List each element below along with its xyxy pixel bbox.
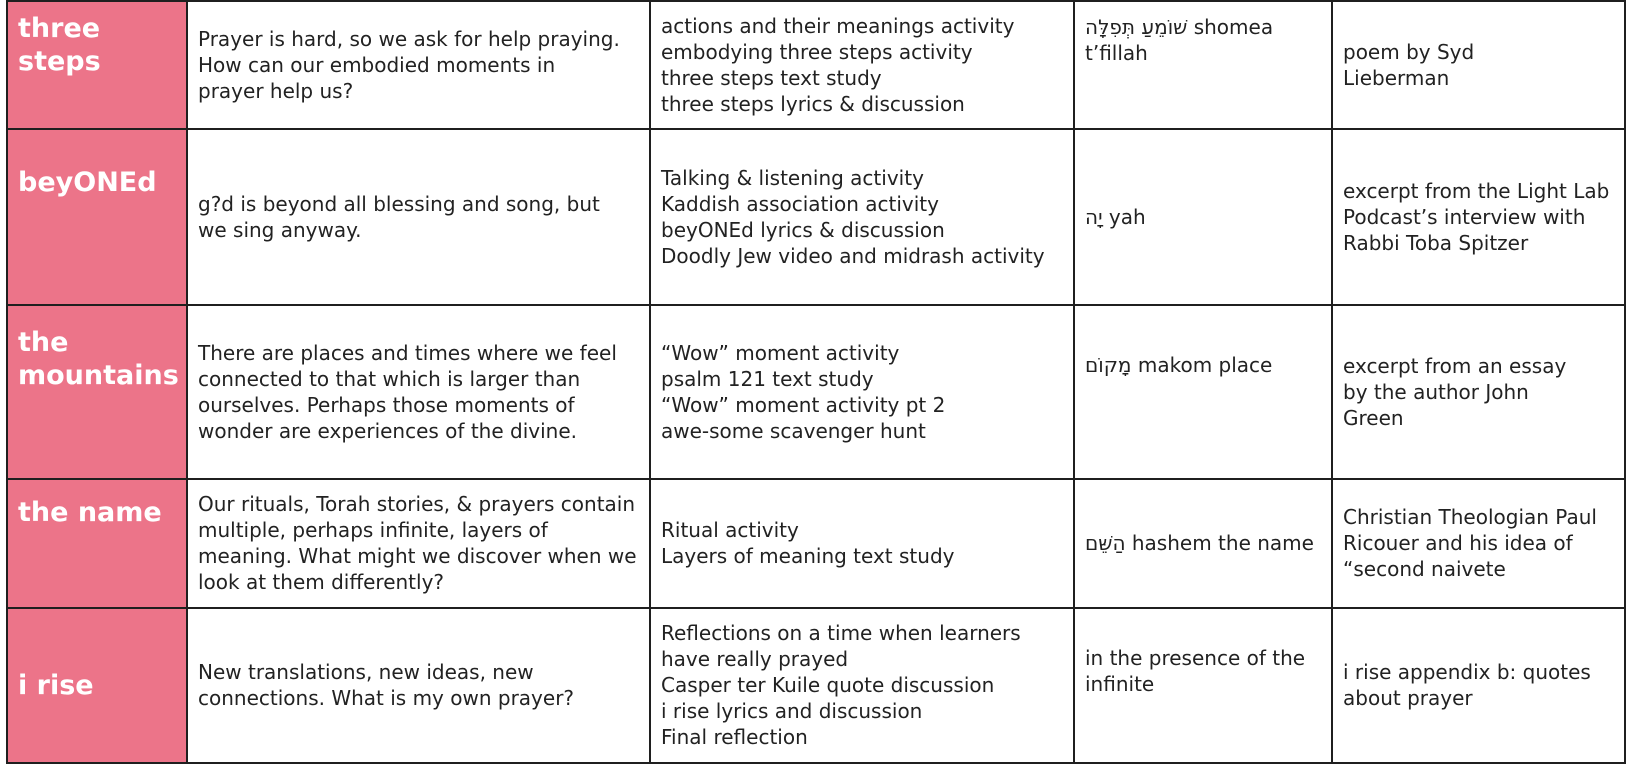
unit-description: Our rituals, Torah stories, & prayers contain multiple, perhaps infinite, layers of meaning. What might we discover when we look at them differently?: [187, 479, 650, 607]
table-row: [7, 1, 1625, 129]
activity-item: Kaddish association activity: [661, 192, 939, 217]
unit-activities: [650, 305, 1074, 479]
unit-key-term: [1074, 129, 1332, 305]
table-row: [7, 479, 1625, 607]
unit-title: the name: [7, 479, 187, 607]
activity-item: embodying three steps activity: [661, 40, 973, 65]
activity-item: Ritual activity: [661, 518, 799, 543]
hebrew-term: יָה: [1085, 205, 1103, 230]
hebrew-term: הַשֵּׁם: [1085, 531, 1126, 556]
unit-description: There are places and times where we feel connected to that which is larger than ourselves. Perhaps those moments of wonder are experiences of the divine.: [187, 305, 650, 479]
unit-key-term: [1074, 1, 1332, 129]
unit-description: Prayer is hard, so we ask for help praying. How can our embodied moments in prayer help us?: [187, 1, 650, 129]
unit-source: excerpt from an essay by the author John Green: [1332, 305, 1625, 479]
unit-title: three steps: [7, 1, 187, 129]
activity-item: psalm 121 text study: [661, 367, 874, 392]
unit-activities: [650, 1, 1074, 129]
activity-item: beyONEd lyrics & discussion: [661, 218, 945, 243]
unit-activities: [650, 479, 1074, 607]
term-transliteration: yah: [1108, 205, 1146, 230]
unit-key-term: [1074, 479, 1332, 607]
hebrew-term: מָקוֹם: [1085, 353, 1132, 378]
activity-item: Final reflection: [661, 725, 808, 750]
unit-key-term: [1074, 608, 1332, 763]
hebrew-term: שׁוֹמֵעַ תְּפִלָּה: [1085, 15, 1188, 39]
unit-source: Christian Theologian Paul Ricouer and his idea of “second naivete: [1332, 479, 1625, 607]
activity-item: Talking & listening activity: [661, 166, 924, 191]
activity-item: “Wow” moment activity: [661, 341, 900, 366]
curriculum-table: [6, 0, 1626, 764]
term-transliteration: in the presence of the infinite: [1085, 645, 1306, 696]
unit-source: poem by Syd Lieberman: [1332, 1, 1625, 129]
unit-title: the mountains: [7, 305, 187, 479]
table-row: [7, 129, 1625, 305]
activity-item: Doodly Jew video and midrash activity: [661, 244, 1045, 269]
unit-activities: [650, 129, 1074, 305]
activity-item: Casper ter Kuile quote discussion: [661, 673, 995, 698]
activity-item: i rise lyrics and discussion: [661, 699, 923, 724]
activity-item: actions and their meanings activity: [661, 14, 1015, 39]
activity-item: three steps lyrics & discussion: [661, 92, 965, 117]
unit-source: excerpt from the Light Lab Podcast’s interview with Rabbi Toba Spitzer: [1332, 129, 1625, 305]
term-transliteration: hashem the name: [1131, 531, 1314, 556]
activity-item: awe-some scavenger hunt: [661, 419, 926, 444]
unit-description: g?d is beyond all blessing and song, but we sing anyway.: [187, 129, 650, 305]
activity-item: Reflections on a time when learners have really prayed: [661, 621, 1021, 672]
activity-item: three steps text study: [661, 66, 882, 91]
unit-key-term: [1074, 305, 1332, 479]
term-transliteration: makom place: [1137, 353, 1273, 378]
unit-description: New translations, new ideas, new connections. What is my own prayer?: [187, 608, 650, 763]
term-transliteration: shomea t’fillah: [1085, 15, 1274, 65]
table-row: [7, 608, 1625, 763]
unit-title: beyONEd: [7, 129, 187, 305]
unit-source: i rise appendix b: quotes about prayer: [1332, 608, 1625, 763]
table-row: [7, 305, 1625, 479]
activity-item: Layers of meaning text study: [661, 544, 955, 569]
activity-item: “Wow” moment activity pt 2: [661, 393, 946, 418]
unit-title: i rise: [7, 608, 187, 763]
unit-activities: [650, 608, 1074, 763]
